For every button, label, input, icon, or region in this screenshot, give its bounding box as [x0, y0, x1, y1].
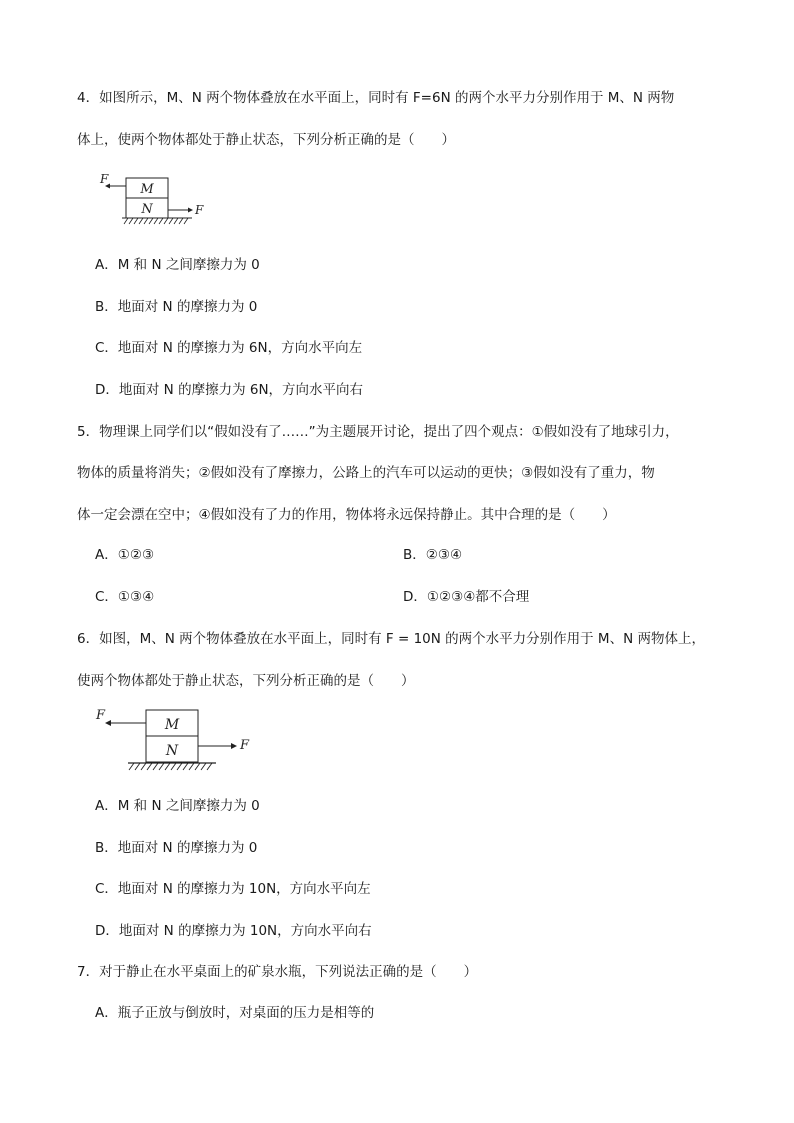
- q6-option-d: D．地面对 N 的摩擦力为 10N，方向水平向右: [95, 923, 372, 939]
- q4-option-b: B．地面对 N 的摩擦力为 0: [95, 299, 258, 315]
- q4-stem-line-2: 体上，使两个物体都处于静止状态，下列分析正确的是（ ）: [77, 132, 455, 148]
- q4-option-c: C．地面对 N 的摩擦力为 6N，方向水平向左: [95, 340, 363, 356]
- q6-label-n: N: [165, 743, 179, 759]
- q5-option-d: D．①②③④都不合理: [403, 589, 530, 605]
- q5-option-c: C．①③④: [95, 589, 155, 605]
- q6-option-c: C．地面对 N 的摩擦力为 10N，方向水平向左: [95, 881, 371, 897]
- q6-left-force-arrow: [105, 720, 111, 726]
- q6-option-b: B．地面对 N 的摩擦力为 0: [95, 840, 258, 856]
- q5-stem-line-3: 体一定会漂在空中；④假如没有了力的作用，物体将永远保持静止。其中合理的是（ ）: [77, 507, 616, 523]
- q6-right-force-arrow: [231, 743, 237, 749]
- q4-ground-hatching: [124, 218, 188, 224]
- q6-ground-hatching: [129, 763, 212, 770]
- q4-option-a: A．M 和 N 之间摩擦力为 0: [95, 257, 260, 273]
- q4-left-force-label: F: [100, 172, 109, 186]
- q6-right-force-label: F: [240, 738, 250, 753]
- q5-stem-line-1: 5．物理课上同学们以“假如没有了……”为主题展开讨论，提出了四个观点：①假如没有了地球引力，: [77, 424, 679, 440]
- q4-right-force-label: F: [195, 203, 204, 217]
- q6-stem-line-2: 使两个物体都处于静止状态，下列分析正确的是（ ）: [77, 673, 415, 689]
- q4-block-diagram: [96, 172, 211, 228]
- q6-left-force-label: F: [96, 708, 106, 723]
- q5-stem-line-2: 物体的质量将消失；②假如没有了摩擦力，公路上的汽车可以运动的更快；③假如没有了重力，物: [77, 465, 655, 481]
- q6-stem-line-1: 6．如图，M、N 两个物体叠放在水平面上，同时有 F = 10N 的两个水平力分别作用于 M、N 两物体上，: [77, 631, 705, 647]
- q4-stem-line-1: 4．如图所示，M、N 两个物体叠放在水平面上，同时有 F=6N 的两个水平力分别作用于 M、N 两物: [77, 90, 675, 106]
- q6-label-m: M: [164, 717, 180, 733]
- q7-stem-line-1: 7．对于静止在水平桌面上的矿泉水瓶，下列说法正确的是（ ）: [77, 964, 478, 980]
- q4-option-d: D．地面对 N 的摩擦力为 6N，方向水平向右: [95, 382, 364, 398]
- q7-option-a: A．瓶子正放与倒放时，对桌面的压力是相等的: [95, 1005, 375, 1021]
- q5-option-b: B．②③④: [403, 547, 463, 563]
- q4-label-n: N: [141, 202, 153, 217]
- q5-option-a: A．①②③: [95, 547, 155, 563]
- q6-option-a: A．M 和 N 之间摩擦力为 0: [95, 798, 260, 814]
- q4-right-force-arrow: [188, 208, 193, 213]
- q4-label-m: M: [140, 182, 154, 197]
- q6-block-diagram: [94, 703, 254, 778]
